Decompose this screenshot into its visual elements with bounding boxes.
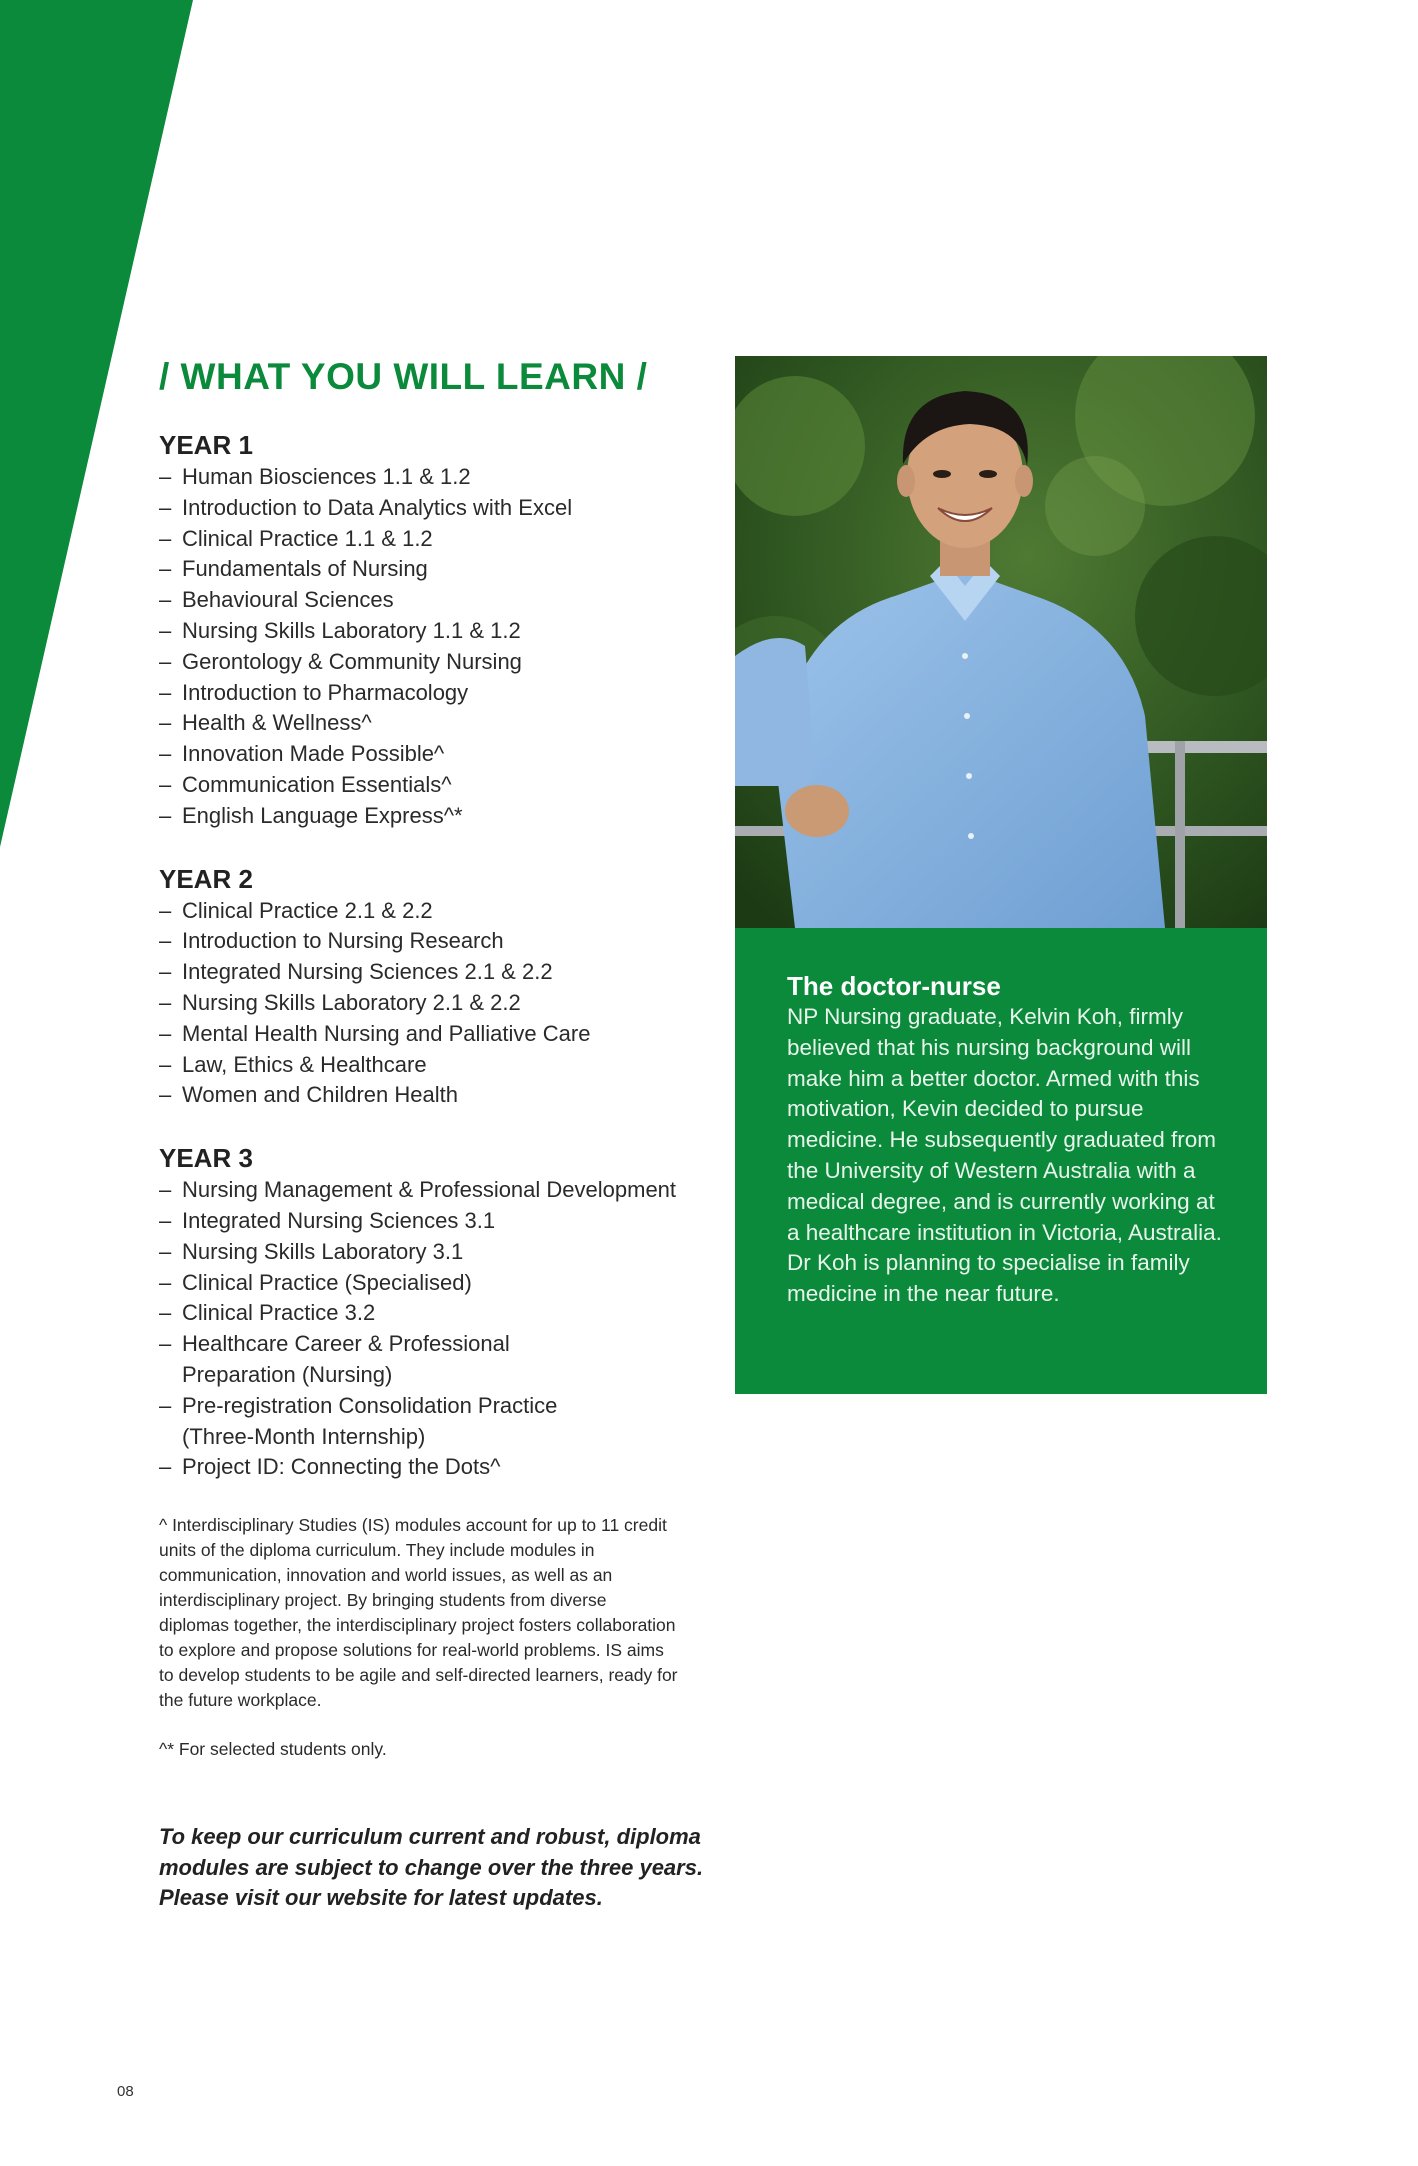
module-item: – Introduction to Nursing Research: [159, 928, 504, 954]
module-item: – Human Biosciences 1.1 & 1.2: [159, 464, 471, 489]
year-2-module-list: [159, 896, 699, 1112]
module-item: – Clinical Practice (Specialised): [159, 1269, 472, 1295]
module-item: – Integrated Nursing Sciences 3.1: [159, 1207, 496, 1233]
module-item: – Behavioural Sciences: [159, 587, 394, 613]
module-item: – Introduction to Pharmacology: [159, 679, 469, 705]
module-item: – Gerontology & Community Nursing: [159, 648, 522, 674]
curriculum-column: [159, 352, 704, 1914]
graduate-portrait-image: [735, 356, 1267, 928]
year-1-section: [159, 428, 699, 832]
module-item: – Mental Health Nursing and Palliative Care: [159, 1020, 591, 1046]
year-3-section: [159, 1141, 699, 1483]
selected-students-footnote: ^* For selected students only.: [159, 1739, 387, 1760]
module-item: – Introduction to Data Analytics with Excel: [159, 494, 573, 520]
module-item: – Clinical Practice 2.1 & 2.2: [159, 897, 433, 923]
module-item: – Health & Wellness^: [159, 710, 372, 736]
module-item: – Project ID: Connecting the Dots^: [159, 1454, 501, 1480]
module-item: – Pre-registration Consolidation Practice (Three-Month Internship): [159, 1392, 558, 1449]
module-item: – Clinical Practice 3.2: [159, 1300, 376, 1326]
year-1-module-list: [159, 462, 699, 832]
year-3-module-list: [159, 1175, 679, 1483]
module-item: – Clinical Practice 1.1 & 1.2: [159, 525, 433, 551]
profile-body: NP Nursing graduate, Kelvin Koh, firmly believed that his nursing background will make him a better doctor. Armed with this motivation, Kevin decided to pursue medicine. He subsequently graduated from the University of Western Australia with a medical degree, and is currently working at a healthcare institution in Victoria, Australia. Dr Koh is planning to specialise in family medicine in the near future.: [787, 1004, 1222, 1307]
module-item: – Integrated Nursing Sciences 2.1 & 2.2: [159, 959, 553, 985]
year-2-heading: YEAR 2: [159, 863, 253, 894]
profile-title: The doctor-nurse: [787, 971, 1001, 1001]
profile-caption-box: [735, 928, 1267, 1394]
module-item: – Healthcare Career & Professional Preparation (Nursing): [159, 1331, 510, 1387]
section-title: / WHAT YOU WILL LEARN /: [159, 356, 648, 397]
page-number: 08: [117, 2083, 134, 2100]
year-3-heading: YEAR 3: [159, 1143, 253, 1174]
is-footnote: ^ Interdisciplinary Studies (IS) modules account for up to 11 credit units of the diploma curriculum. They include modules in communication, innovation and world issues, as well as an interdisciplinary project. By bringing students from diverse diplomas together, the interdisciplinary project fosters collaboration to explore and propose solutions for real-world problems. IS aims to develop students to be agile and self-directed learners, ready for the future workplace.: [159, 1515, 678, 1711]
year-2-section: [159, 862, 699, 1112]
curriculum-disclaimer: To keep our curriculum current and robust, diploma modules are subject to change over the three years. Please visit our website for latest updates.: [159, 1824, 704, 1911]
module-item: – Communication Essentials^: [159, 771, 452, 797]
module-item: – Women and Children Health: [159, 1082, 458, 1108]
module-item: – Fundamentals of Nursing: [159, 556, 428, 582]
module-item: – Nursing Skills Laboratory 2.1 & 2.2: [159, 989, 521, 1015]
module-item: – English Language Express^*: [159, 802, 463, 828]
module-item: – Nursing Management & Professional Development: [159, 1177, 677, 1203]
year-1-heading: YEAR 1: [159, 430, 253, 460]
module-item: – Nursing Skills Laboratory 1.1 & 1.2: [159, 617, 521, 643]
module-item: – Law, Ethics & Healthcare: [159, 1051, 427, 1077]
module-item: – Nursing Skills Laboratory 3.1: [159, 1238, 464, 1264]
module-item: – Innovation Made Possible^: [159, 741, 445, 767]
